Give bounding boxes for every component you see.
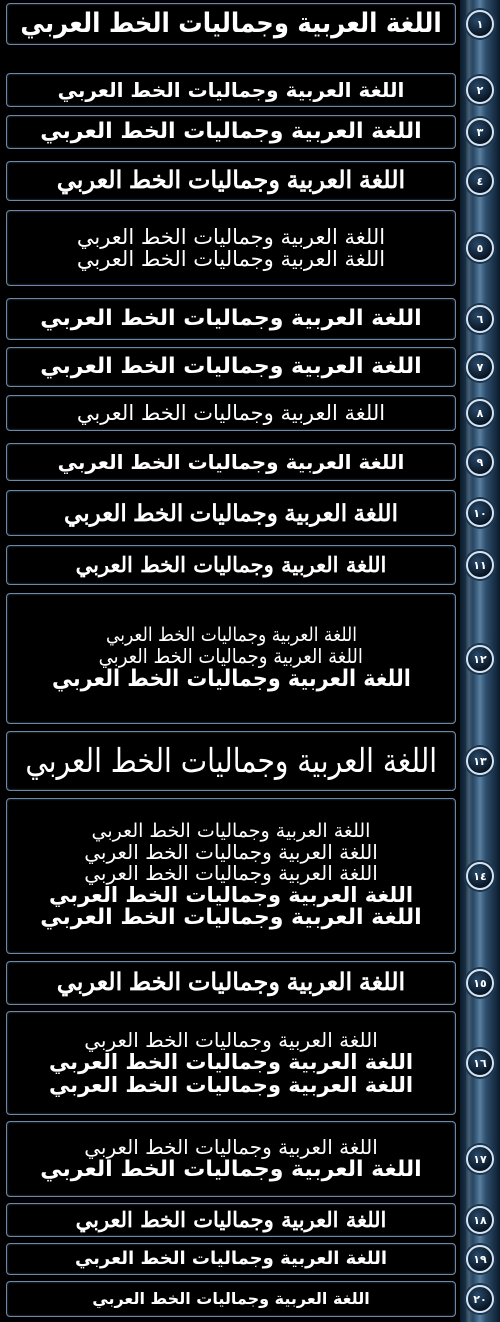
font-sample-text: اللغة العربية وجماليات الخط العربي — [75, 1206, 387, 1232]
row-number-badge: ٦ — [466, 305, 494, 333]
font-sample-text: اللغة العربية وجماليات الخط العربي — [40, 354, 422, 380]
font-sample-text: اللغة العربية وجماليات الخط العربي — [25, 740, 437, 780]
font-sample-text: اللغة العربية وجماليات الخط العربي — [48, 1050, 414, 1075]
font-sample-box[interactable] — [6, 593, 456, 724]
font-sample-box[interactable] — [6, 1203, 456, 1237]
row-number-badge: ٨ — [466, 399, 494, 427]
font-sample-text: اللغة العربية وجماليات الخط العربي — [40, 905, 422, 931]
font-sample-text: اللغة العربية وجماليات الخط العربي — [75, 551, 387, 577]
font-sample-text: اللغة العربية وجماليات الخط العربي — [40, 1156, 422, 1182]
row-number-badge: ١١ — [466, 551, 494, 579]
font-sample-box[interactable] — [6, 1281, 456, 1317]
font-sample-row[interactable] — [0, 1008, 500, 1118]
font-sample-text: اللغة العربية وجماليات الخط العربي — [84, 1028, 378, 1053]
font-sample-row[interactable] — [0, 392, 500, 434]
font-sample-text: اللغة العربية وجماليات الخط العربي — [40, 119, 422, 145]
row-number-badge: ١٦ — [466, 1049, 494, 1077]
row-number-badge: ١٢ — [466, 645, 494, 673]
font-sample-text: اللغة العربية وجماليات الخط العربي — [84, 840, 378, 865]
font-sample-box[interactable] — [6, 73, 456, 107]
font-sample-text: اللغة العربية وجماليات الخط العربي — [91, 820, 371, 843]
font-sample-text: اللغة العربية وجماليات الخط العربي — [92, 1288, 370, 1308]
font-sample-row[interactable] — [0, 207, 500, 289]
font-sample-box[interactable] — [6, 298, 456, 340]
row-number-badge: ١ — [466, 10, 494, 38]
font-sample-text: اللغة العربية وجماليات الخط العربي — [64, 499, 398, 526]
font-sample-text: اللغة العربية وجماليات الخط العربي — [105, 623, 357, 646]
font-sample-box[interactable] — [6, 1243, 456, 1275]
font-sample-row[interactable] — [0, 344, 500, 390]
font-sample-row[interactable] — [0, 112, 500, 152]
font-sample-row[interactable] — [0, 958, 500, 1008]
row-number-badge: ٧ — [466, 353, 494, 381]
row-number-badge: ١٥ — [466, 969, 494, 997]
font-sample-text: اللغة العربية وجماليات الخط العربي — [98, 643, 364, 668]
font-sample-text: اللغة العربية وجماليات الخط العربي — [56, 969, 406, 997]
font-sample-text: اللغة العربية وجماليات الخط العربي — [76, 247, 386, 271]
font-sample-text: اللغة العربية وجماليات الخط العربي — [74, 1247, 388, 1269]
row-number-badge: ٣ — [466, 118, 494, 146]
font-sample-row[interactable] — [0, 295, 500, 343]
font-sample-box[interactable] — [6, 490, 456, 536]
font-sample-box[interactable] — [6, 115, 456, 149]
row-number-badge: ٢٠ — [466, 1285, 494, 1313]
font-sample-text: اللغة العربية وجماليات الخط العربي — [40, 306, 422, 332]
font-sample-text: اللغة العربية وجماليات الخط العربي — [48, 1072, 414, 1097]
font-sample-row[interactable] — [0, 158, 500, 204]
font-sample-row[interactable] — [0, 1278, 500, 1320]
font-sample-row[interactable] — [0, 590, 500, 727]
font-sample-row[interactable] — [0, 795, 500, 957]
row-number-badge: ٢ — [466, 76, 494, 104]
font-sample-text: اللغة العربية وجماليات الخط العربي — [56, 167, 406, 195]
row-number-badge: ١٣ — [466, 747, 494, 775]
font-sample-row[interactable] — [0, 1118, 500, 1200]
font-sample-text: اللغة العربية وجماليات الخط العربي — [20, 7, 442, 39]
row-number-badge: ٥ — [466, 234, 494, 262]
font-sample-text: اللغة العربية وجماليات الخط العربي — [51, 665, 411, 692]
font-sample-box[interactable] — [6, 1121, 456, 1197]
font-sample-row[interactable] — [0, 440, 500, 484]
font-sample-box[interactable] — [6, 961, 456, 1005]
font-sample-box[interactable] — [6, 798, 456, 954]
row-number-badge: ٩ — [466, 448, 494, 476]
font-sample-box[interactable] — [6, 395, 456, 431]
row-number-badge: ١٧ — [466, 1145, 494, 1173]
font-sample-row[interactable] — [0, 728, 500, 794]
font-sample-text: اللغة العربية وجماليات الخط العربي — [76, 224, 386, 249]
font-sample-row[interactable] — [0, 70, 500, 110]
row-number-badge: ٤ — [466, 167, 494, 195]
font-sample-text: اللغة العربية وجماليات الخط العربي — [57, 449, 405, 474]
font-sample-box[interactable] — [6, 161, 456, 201]
font-sample-text: اللغة العربية وجماليات الخط العربي — [48, 883, 414, 908]
font-sample-box[interactable] — [6, 1011, 456, 1115]
font-sample-text: اللغة العربية وجماليات الخط العربي — [84, 861, 378, 886]
font-sample-box[interactable] — [6, 731, 456, 791]
font-sample-box[interactable] — [6, 443, 456, 481]
font-sample-box[interactable] — [6, 210, 456, 286]
font-sample-box[interactable] — [6, 3, 456, 45]
font-sample-row[interactable] — [0, 1200, 500, 1240]
row-number-badge: ١٨ — [466, 1206, 494, 1234]
font-sample-row[interactable] — [0, 0, 500, 48]
font-sample-box[interactable] — [6, 347, 456, 387]
row-number-badge: ١٠ — [466, 499, 494, 527]
font-sample-row[interactable] — [0, 542, 500, 588]
font-sample-text: اللغة العربية وجماليات الخط العربي — [76, 400, 386, 425]
font-sample-row[interactable] — [0, 1240, 500, 1278]
font-sample-row[interactable] — [0, 487, 500, 539]
row-number-badge: ١٩ — [466, 1245, 494, 1273]
font-sample-text: اللغة العربية وجماليات الخط العربي — [84, 1134, 378, 1159]
row-number-badge: ١٤ — [466, 862, 494, 890]
font-sample-box[interactable] — [6, 545, 456, 585]
font-sample-text: اللغة العربية وجماليات الخط العربي — [57, 77, 405, 102]
